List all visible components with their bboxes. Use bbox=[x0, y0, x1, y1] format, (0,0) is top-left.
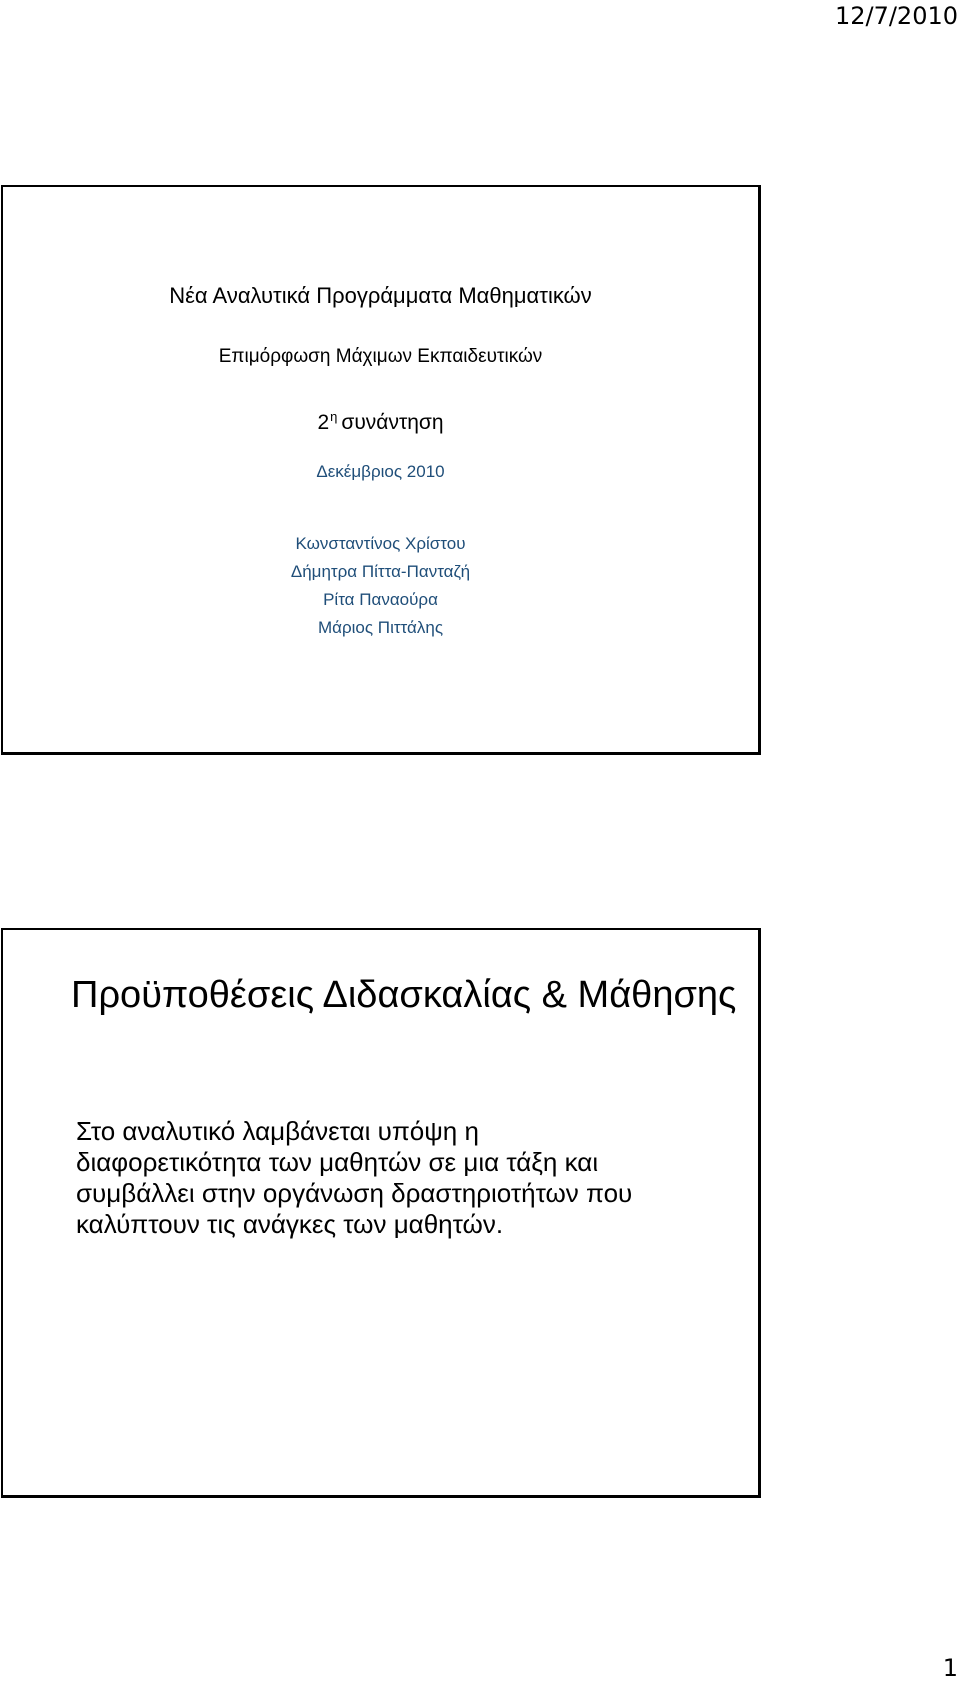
meeting-number: 2 bbox=[317, 411, 330, 434]
slide-2 bbox=[1, 928, 761, 1498]
author-list bbox=[3, 530, 758, 642]
page-number: 1 bbox=[942, 1654, 958, 1682]
meeting-label bbox=[3, 409, 758, 435]
body-line: Στο αναλυτικό λαμβάνεται υπόψη η bbox=[76, 1116, 479, 1146]
slide-2-title: Προϋποθέσεις Διδασκαλίας & Μάθησης bbox=[71, 974, 737, 1016]
slide-2-body bbox=[76, 1116, 716, 1240]
author-name: Μάριος Πιττάλης bbox=[317, 618, 444, 637]
author-name: Δήμητρα Πίττα-Πανταζή bbox=[290, 562, 471, 581]
body-line: καλύπτουν τις ανάγκες των μαθητών. bbox=[76, 1209, 504, 1239]
slide-1 bbox=[1, 185, 761, 755]
body-line: συμβάλλει στην οργάνωση δραστηριοτήτων που bbox=[76, 1178, 633, 1208]
slide-1-date: Δεκέμβριος 2010 bbox=[316, 462, 445, 481]
slide-1-title: Νέα Αναλυτικά Προγράμματα Μαθηματικών bbox=[169, 283, 592, 308]
author-name: Ρίτα Παναούρα bbox=[323, 590, 438, 609]
body-line: διαφορετικότητα των μαθητών σε μια τάξη και bbox=[76, 1147, 599, 1177]
meeting-text: συνάντηση bbox=[341, 411, 444, 434]
slide-1-subtitle: Επιμόρφωση Μάχιμων Εκπαιδευτικών bbox=[218, 346, 543, 367]
page-date: 12/7/2010 bbox=[834, 2, 958, 30]
author-name: Κωνσταντίνος Χρίστου bbox=[295, 534, 466, 553]
meeting-superscript: η bbox=[330, 409, 338, 424]
